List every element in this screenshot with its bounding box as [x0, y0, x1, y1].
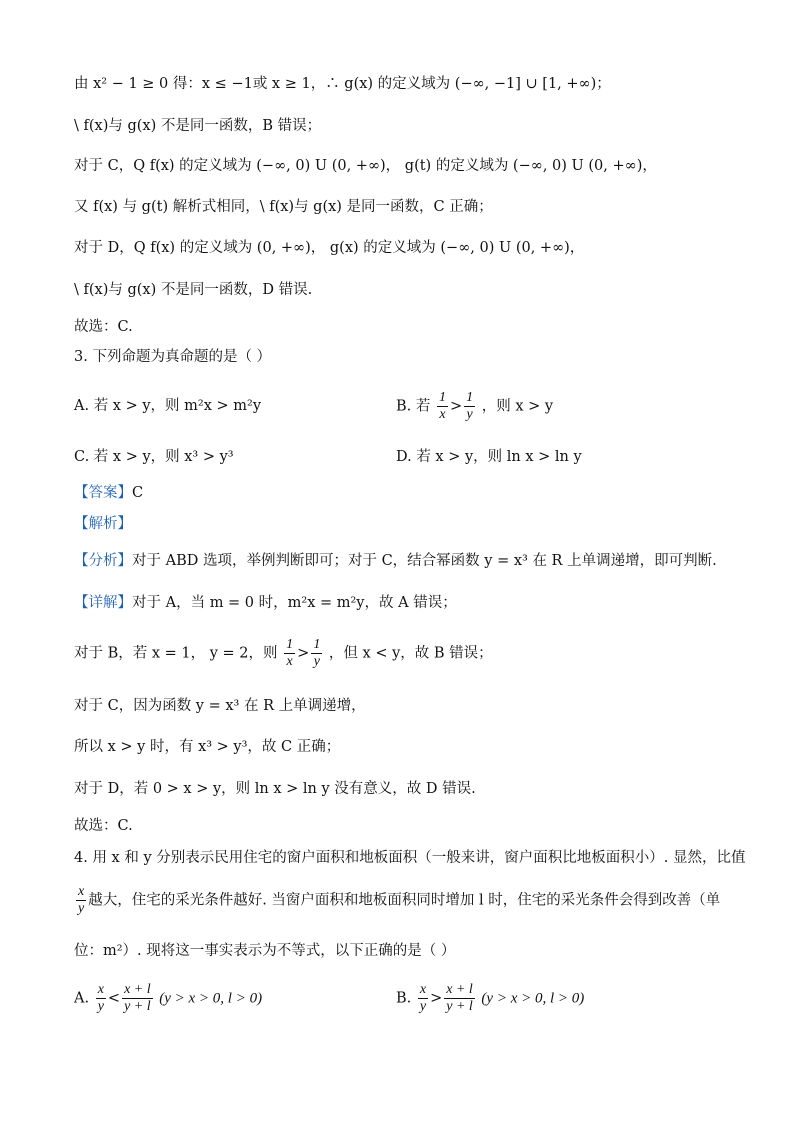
b-explain-line: 对于 B，若 x = 1， y = 2，则 $\frac{1}{x}$ > $\frac{1}{y}$ ，但 x < y，故 B 错误；: [74, 637, 493, 669]
question-4-stem-2-text: 越大，住宅的采光条件越好. 当窗户面积和地板面积同时增加 l 时，住宅的采光条件会得到改善（单: [88, 892, 721, 909]
fraction: [464, 390, 475, 423]
fraction-den: y + l: [446, 999, 473, 1014]
text-line-7: 故选：C.: [74, 319, 133, 335]
answer-tag: 【答案】: [74, 485, 132, 501]
fraction-den: y: [313, 654, 320, 669]
relation: <: [107, 990, 121, 1007]
choose-line: 故选：C.: [74, 818, 133, 834]
fraction-den: y: [78, 901, 85, 916]
d-explain-line: 对于 D，若 0 > x > y，则 ln x > ln y 没有意义，故 D 错误.: [74, 781, 476, 797]
fraction: [96, 982, 106, 1015]
fraction-num: x: [78, 884, 85, 899]
q3-option-d: D. 若 x > y，则 ln x > ln y: [396, 449, 582, 465]
q3-option-b-prefix: B. 若: [396, 398, 431, 415]
text-line-4: 又 f(x) 与 g(t) 解析式相同，\ f(x)与 g(x) 是同一函数，C 正确；: [74, 199, 493, 215]
question-3-stem: 3. 下列命题为真命题的是（ ）: [74, 349, 272, 365]
text-line-5: 对于 D，Q f(x) 的定义域为 (0, +∞)， g(x) 的定义域为 (−∞, 0) U (0, +∞)，: [74, 240, 585, 256]
text-line-3: 对于 C，Q f(x) 的定义域为 (−∞, 0) U (0, +∞)， g(t) 的定义域为 (−∞, 0) U (0, +∞)，: [74, 158, 657, 174]
fraction-den: y: [97, 999, 104, 1014]
question-4-stem-3: 位：m²）. 现将这一事实表示为不等式，以下正确的是（ ）: [74, 943, 456, 959]
fraction: [284, 637, 295, 670]
b-explain-prefix: 对于 B，若 x = 1， y = 2，则: [74, 645, 278, 662]
fraction-num: 1: [438, 390, 446, 405]
condition: (y > x > 0, l > 0): [481, 990, 585, 1007]
fraction: [76, 884, 86, 917]
fraction-num: 1: [466, 390, 474, 405]
answer-value: C: [132, 485, 144, 501]
fraction-den: y: [419, 999, 427, 1014]
fraction: [444, 982, 475, 1015]
fraction-num: x: [419, 982, 427, 997]
answer-line: [74, 483, 143, 503]
q4-option-b-label: B.: [396, 990, 412, 1007]
question-4-stem-1: 4. 用 x 和 y 分别表示民用住宅的窗户面积和地板面积（一般来讲，窗户面积比地板面积小）. 显然，比值: [74, 850, 746, 866]
c-explain-line-2: 所以 x > y 时，有 x³ > y³，故 C 正确；: [74, 739, 341, 755]
fraction-num: x: [97, 982, 104, 997]
text-line-2: \ f(x)与 g(x) 不是同一函数，B 错误；: [74, 118, 322, 134]
b-explain-suffix: ，但 x < y，故 B 错误；: [328, 645, 493, 662]
fraction-den: y: [466, 407, 473, 422]
xiangjie-tag: 【详解】: [74, 595, 132, 611]
q4-option-a-label: A.: [74, 990, 90, 1007]
fraction: [311, 637, 322, 670]
fraction: [437, 390, 448, 423]
q4-option-a: [74, 982, 262, 1015]
analysis-line: [74, 514, 132, 534]
condition: (y > x > 0, l > 0): [159, 990, 263, 1007]
fraction-den: x: [286, 654, 293, 669]
fraction-num: 1: [313, 637, 321, 652]
c-explain-line-1: 对于 C，因为函数 y = x³ 在 R 上单调递增，: [74, 698, 366, 714]
xiangjie-text: 对于 A，当 m = 0 时，m²x = m²y，故 A 错误；: [132, 595, 457, 611]
fraction-num: x + l: [124, 982, 151, 997]
q4-option-b: [396, 982, 584, 1015]
fenxi-text: 对于 ABD 选项，举例判断即可；对于 C，结合幂函数 y = x³ 在 R 上单调递增，即可判断.: [132, 553, 717, 569]
fraction: [122, 982, 153, 1015]
fenxi-line: [74, 551, 717, 571]
text-line-1: 由 x² − 1 ≥ 0 得：x ≤ −1或 x ≥ 1，∴ g(x) 的定义域为 (−∞, −1] ∪ [1, +∞)；: [74, 76, 611, 92]
xiangjie-line: [74, 593, 457, 613]
fenxi-tag: 【分析】: [74, 553, 132, 569]
relation: >: [430, 990, 443, 1007]
fraction-num: x + l: [446, 982, 473, 997]
q3-option-b: B. 若 $\frac{1}{x}$ > $\frac{1}{y}$ ，则 x > y: [396, 390, 554, 422]
q3-option-a: A. 若 x > y，则 m²x > m²y: [74, 398, 262, 414]
analysis-tag: 【解析】: [74, 516, 132, 532]
question-4-stem-2: [74, 884, 720, 917]
fraction-num: 1: [286, 637, 294, 652]
fraction-den: y + l: [124, 999, 151, 1014]
q3-option-c: C. 若 x > y，则 x³ > y³: [74, 449, 234, 465]
fraction: [418, 982, 428, 1015]
text-line-6: \ f(x)与 g(x) 不是同一函数，D 错误.: [74, 282, 313, 298]
fraction-den: x: [439, 407, 446, 422]
q3-option-b-suffix: ，则 x > y: [481, 398, 554, 415]
